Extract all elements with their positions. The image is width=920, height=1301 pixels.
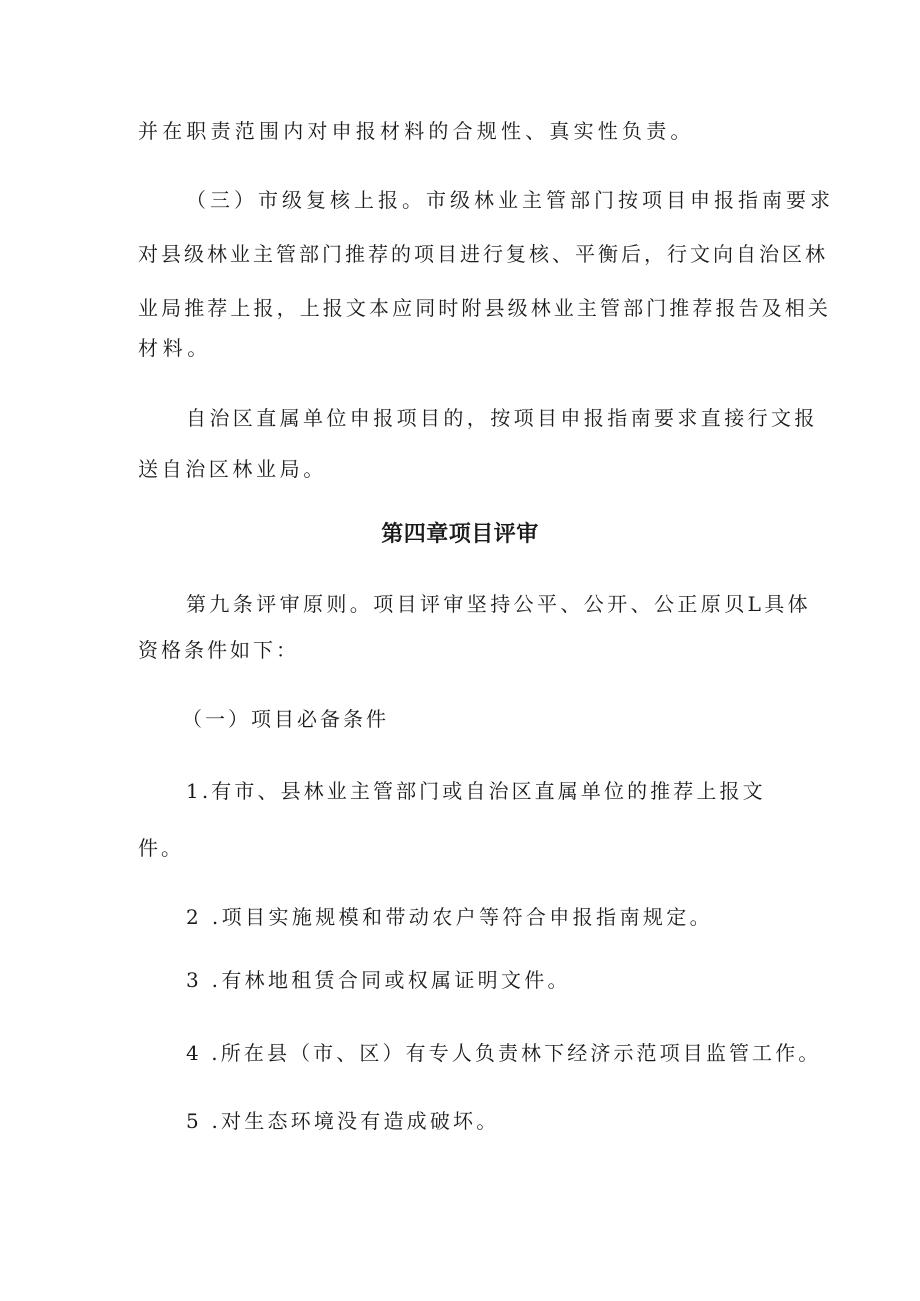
paragraph-line: 材料。 — [138, 336, 212, 360]
paragraph-line: 对县级林业主管部门推荐的项目进行复核、平衡后，行文向自治区林 — [138, 242, 828, 266]
paragraph-line: 并在职责范围内对申报材料的合规性、真实性负责。 — [138, 119, 695, 143]
paragraph-line: 送自治区林业局。 — [138, 457, 327, 481]
paragraph-line: 自治区直属单位申报项目的，按项目申报指南要求直接行文报 — [186, 406, 818, 430]
paragraph-line: 资格条件如下： — [138, 638, 299, 662]
chapter-heading: 第四章项目评审 — [381, 522, 539, 547]
paragraph-line: 业局推荐上报，上报文本应同时附县级林业主管部门推荐报告及相关 — [138, 296, 831, 320]
list-item: 2 .项目实施规模和带动农户等符合申报指南规定。 — [186, 905, 714, 929]
list-item: 1.有市、县林业主管部门或自治区直属单位的推荐上报文 — [186, 779, 766, 803]
paragraph-line: （三）市级复核上报。市级林业主管部门按项目申报指南要求 — [186, 188, 834, 212]
list-item: 3 .有林地租赁合同或权属证明文件。 — [186, 968, 571, 992]
list-item: 4 .所在县（市、区）有专人负责林下经济示范项目监管工作。 — [186, 1041, 822, 1065]
list-item: 件。 — [138, 836, 184, 860]
paragraph-line: 第九条评审原则。项目评审坚持公平、公开、公正原贝L具体 — [186, 592, 812, 616]
list-item: 5 .对生态环境没有造成破坏。 — [186, 1109, 500, 1133]
section-subheading: （一）项目必备条件 — [182, 707, 389, 731]
